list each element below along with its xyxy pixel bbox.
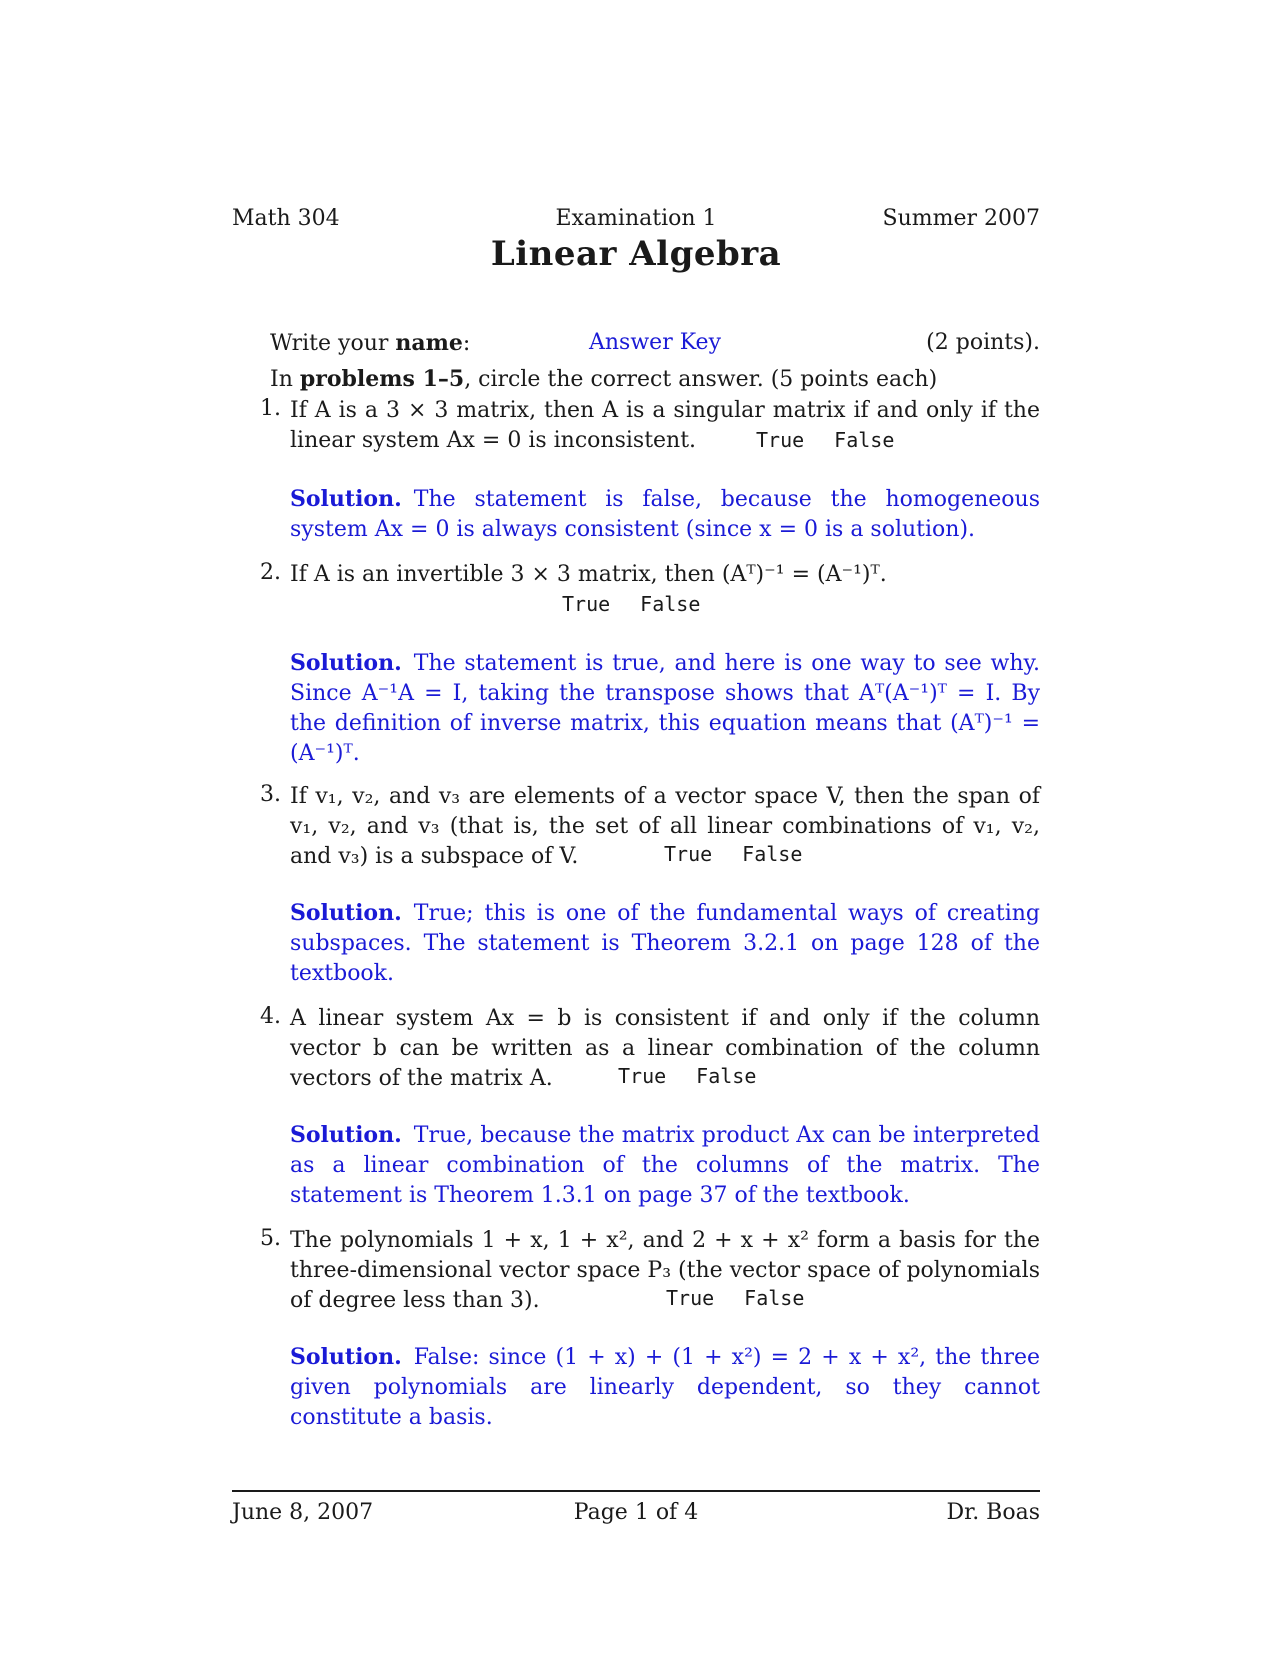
name-line [270,330,1040,360]
true-choice[interactable]: True [756,428,805,452]
false-choice[interactable]: False [744,1286,805,1310]
document-title: Linear Algebra [490,234,782,274]
false-choice[interactable]: False [834,428,895,452]
true-choice[interactable]: True [664,842,713,866]
footer-author: Dr. Boas [946,1500,1040,1525]
solution-1 [290,484,1040,545]
solution-text: The statement is false, because the homogeneous system Ax = 0 is always consistent (since x = 0 is a solution). [290,487,1040,542]
solution-label: Solution. [290,650,402,676]
problem-text: The polynomials 1 + x, 1 + x², and 2 + x + x² form a basis for the three-dimensional vector space P₃ (the vector space of polynomials of degree less than 3). [290,1228,1040,1313]
solution-2 [290,648,1040,769]
true-false-choice-3 [664,842,802,866]
problem-number: 4. [260,1004,281,1029]
true-choice[interactable]: True [618,1064,667,1088]
solution-text: The statement is true, and here is one way to see why. Since A⁻¹A = I, taking the transpose shows that Aᵀ(A⁻¹)ᵀ = I. By the definition of inverse matrix, this equation means that (Aᵀ)⁻¹ = (A⁻¹)ᵀ. [290,651,1040,766]
solution-text: False: since (1 + x) + (1 + x²) = 2 + x + x², the three given polynomials are linearly dependent, so they cannot constitute a basis. [290,1345,1040,1430]
false-choice[interactable]: False [742,842,803,866]
footer-date: June 8, 2007 [232,1500,374,1525]
true-false-choice-1 [756,428,894,452]
true-false-choice-4 [618,1064,756,1088]
name-value: Answer Key [589,330,721,355]
false-choice[interactable]: False [696,1064,757,1088]
problem-number: 5. [260,1226,281,1251]
solution-text: True; this is one of the fundamental ways of creating subspaces. The statement is Theorem 3.2.1 on page 128 of the textbook. [290,901,1040,986]
instructions: In problems 1–5, circle the correct answer. (5 points each) [270,366,938,392]
solution-label: Solution. [290,1122,402,1148]
footer-page-number: Page 1 of 4 [573,1500,699,1525]
problem-number: 1. [260,396,281,421]
problem-text: If A is an invertible 3 × 3 matrix, then (Aᵀ)⁻¹ = (A⁻¹)ᵀ. [290,562,887,587]
solution-label: Solution. [290,1344,402,1370]
false-choice[interactable]: False [640,592,701,616]
problem-text: A linear system Ax = b is consistent if and only if the column vector b can be written as a linear combination of the column vectors of the matrix A. [290,1006,1040,1091]
true-choice[interactable]: True [666,1286,715,1310]
problem-number: 2. [260,560,281,585]
exam-page [232,190,1040,1550]
solution-4 [290,1120,1040,1211]
footer-divider [232,1490,1040,1492]
page-footer [232,1500,1040,1530]
problem-text: If v₁, v₂, and v₃ are elements of a vector space V, then the span of v₁, v₂, and v₃ (that is, the set of all linear combinations of v₁, v₂, and v₃) is a subspace of V. [290,784,1040,869]
solution-5 [290,1342,1040,1433]
exam-term: Summer 2007 [882,206,1040,231]
true-false-choice-5 [666,1286,804,1310]
problem-text: If A is a 3 × 3 matrix, then A is a singular matrix if and only if the linear system Ax = 0 is inconsistent. [290,398,1040,453]
page-header [232,206,1040,236]
problem-number: 3. [260,782,281,807]
solution-text: True, because the matrix product Ax can be interpreted as a linear combination of the columns of the matrix. The statement is Theorem 1.3.1 on page 37 of the textbook. [290,1123,1040,1208]
true-choice[interactable]: True [562,592,611,616]
name-label: Write your name: [270,330,471,356]
name-points: (2 points). [926,330,1040,355]
solution-label: Solution. [290,486,402,512]
solution-3 [290,898,1040,989]
course-name: Math 304 [232,206,340,231]
exam-name: Examination 1 [555,206,717,231]
solution-label: Solution. [290,900,402,926]
true-false-choice-2 [562,592,700,616]
